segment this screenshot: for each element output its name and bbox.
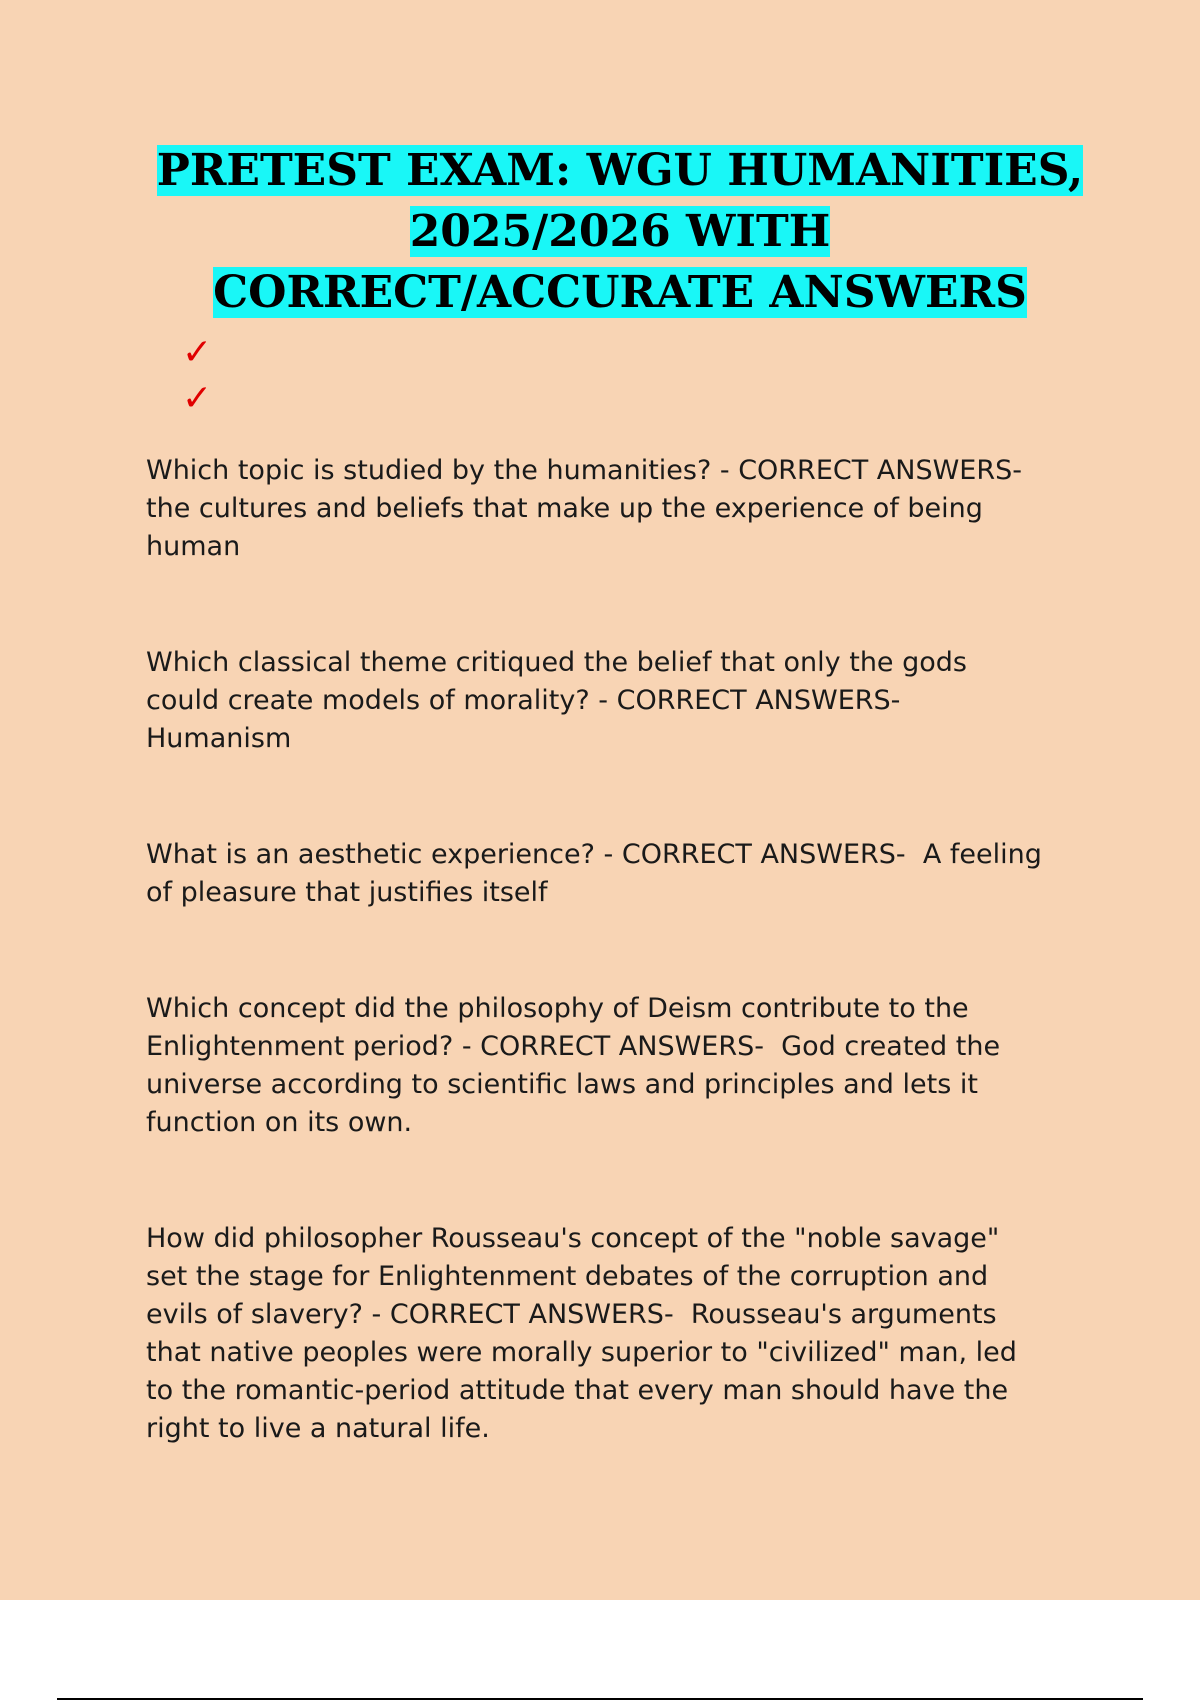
title-line: 2025/2026 WITH: [409, 206, 831, 257]
title-line: CORRECT/ACCURATE ANSWERS: [213, 267, 1027, 318]
title-line: PRETEST EXAM: WGU HUMANITIES,: [156, 145, 1084, 196]
question-answer-item: Which topic is studied by the humanities? - CORRECT ANSWERS- the cultures and beliefs that make up the experience of being human: [146, 455, 1023, 562]
check-mark-icon: ✓: [182, 378, 213, 419]
question-answer-item: What is an aesthetic experience? - CORRECT ANSWERS- A feeling of pleasure that justifies itself: [146, 839, 1042, 908]
question-answer-item: Which classical theme critiqued the belief that only the gods could create models of morality? - CORRECT ANSWERS- Humanism: [146, 647, 967, 754]
document-title: [80, 140, 1160, 323]
check-mark-list: [182, 330, 242, 422]
check-mark-icon: ✓: [182, 332, 213, 373]
question-answer-item: Which concept did the philosophy of Deism contribute to the Enlightenment period? - CORRECT ANSWERS- God created the universe according to scientific laws and principles and lets it function on its own.: [146, 993, 1001, 1138]
question-answer-item: How did philosopher Rousseau's concept of the "noble savage" set the stage for Enlightenment debates of the corruption and evils of slavery? - CORRECT ANSWERS- Rousseau's arguments that native peoples were morally superior to "civilized" man, led to the romantic-period attitude that every man should have the right to live a natural life.: [146, 1223, 1017, 1444]
